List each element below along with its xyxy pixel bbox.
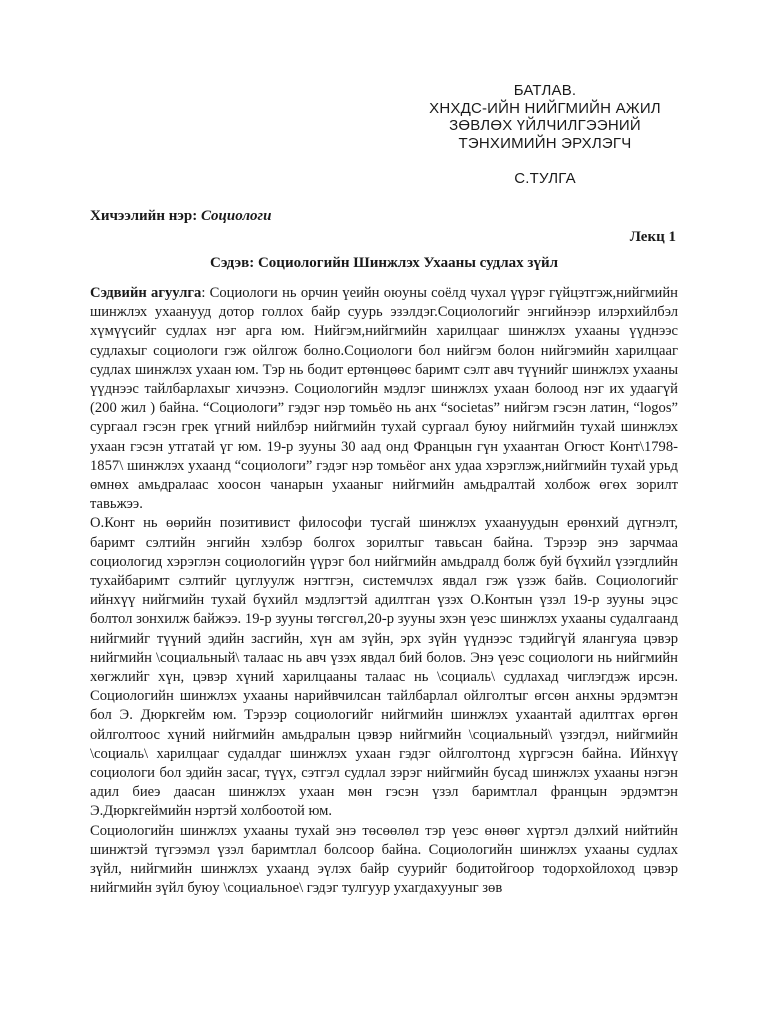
approver-name: С.ТУЛГА (514, 170, 576, 187)
approval-heading: БАТЛАВ. (513, 82, 577, 99)
lecture-number: Лекц 1 (629, 229, 676, 245)
paragraph-3: Социологийн шинжлэх ухааны тухай энэ төсөөлөл тэр үеэс өнөөг хүртэл дэлхий нийтийн шинжтэй түгээмэл үзэл баримтлал болсоор байна. Социологийн шинжлэх ухааны судлах зүйл, нийгмийн шинжлэх ухаанд эүлэх байр суурийг бодитойгоор тодорхойлоход цэвэр нийгмийн зүйл буюу \социальное\ гэдэг тулгуур ухагдахууныг зөв (90, 822, 678, 897)
paragraph-2: О.Конт нь өөрийн позитивист философи тусгай шинжлэх ухаануудын ерөнхий дүгнэлт, баримт сэлтийн энгийн хэлбэр болгох зорилтыг тавьсан байна. Тэрээр энэ зарчмаа социологид хэрэглэн социологийн үүрэг бол нийгмийн амьдралд болж буй бүхийл үзэгдлийн тухайбаримт сэлтийг цуглуулж нэгтгэн, системчлэх явдал гэж үзэж байв. Социологийг ийнхүү нийгмийн тухай бүхийл мэдлэгтэй адилтган үзэх О.Контын үзэл 19-р зууны эцэс болтол зонхилж байжээ. 19-р зууны төгсгөл,20-р зууны эхэн үеэс шинжлэх ухааны судалгаанд нийгмийг түүний эдийн засгийн, хүн ам зүйн, эрх зүйн үүднээс тэдийгүй ялангуяа цэвэр нийгмийн \социальный\ талаас нь авч үзэх явдал бий болов. Энэ үеэс социологи нь нийгмийн хөгжлийг хүн, цэвэр хүний харилцааны талаас нь \социаль\ судлахад чиглэгдэж ирсэн. Социологийн шинжлэх ухааны нарийвчилсан тайлбарлал ойлголтыг өгсөн анхны эрдэмтэн бол Э. Дюркгейм юм. Тэрээр социологийг нийгмийн шинжлэх ухаантай адилтгах өргөн ойлголтоос хүний нийгмийн амьдралын цэвэр нийгмийн \социальный\ үзэгдэл, нийгмийн \социаль\ харилцааг судалдаг шинжлэх ухаан гэдэг ойлголтонд хүргэсэн байна. Ийнхүү социологи бол эдийн засаг, түүх, сэтгэл судлал зэрэг нийгмийн бусад шинжлэх ухааны нэгэн адил биеэ даасан шинжлэх ухаан мөн гэсэн үзэл баримтлал францын эрдэмтэн Э.Дюркгеймийн нэртэй холбоотой юм. (90, 515, 678, 820)
approval-block (400, 82, 690, 188)
approval-line-3: ТЭНХИМИЙН ЭРХЛЭГЧ (458, 134, 632, 152)
subject-name: Социологи (200, 208, 272, 224)
paragraph-1 (90, 284, 678, 514)
topic-heading: Сэдэв: Социологийн Шинжлэх Ухааны судлах зүйл (209, 255, 559, 271)
subject-label: Хичээлийн нэр: (90, 208, 198, 224)
paragraph-1-text: : Социологи нь орчин үеийн оюуны соёлд чухал үүрэг гүйцэтгэж,нийгмийн шинжлэх ухаанууд дотор голлох байр суурь эзэлдэг.Социологийг энгийнээр илэрхийлбэл хүмүүсийг судлах нэг арга юм. Нийгэм,нийгмийн харилцааг шинжлэх ухааны үүднээс судлахыг социологи гэж ойлгож болно.Социологи бол нийгэм болон нийгэмийн харилцааг судлах шинжлэх ухаан юм. Тэр нь бодит ертөнцөөс баримт сэлт авч түүнийг шинжлэх ухааны үүднээс тайлбарлахыг хичээнэ. Социологийн мэдлэг шинжлэх ухаан болоод нэг их удаагүй (200 жил ) байна. “Социологи” гэдэг нэр томьёо нь анх “societas” нийгэм гэсэн латин, “logos” сургаал гэсэн грек үгний нийлбэр нийгмийн тухай сургаал буюу нийгмийн тухай шинжлэх ухаан гэсэн утгатай үг юм. 19-р зууны 30 аад онд Францын гүн ухаантан Огюст Конт\1798-1857\ шинжлэх ухаанд “социологи” гэдэг нэр томьёог анх удаа хэрэглэж,нийгмийн тухай урьд өмнөх амьдралаас хоосон чанарын ухааныг нийгмийн амьдралтай холбож өгөх зорилт тавьжээ. (90, 285, 678, 513)
subject-line (90, 208, 271, 225)
content-lead-label: Сэдвийн агуулга (90, 285, 202, 301)
document-body (90, 284, 678, 899)
approval-line-1: ХНХДС-ИЙН НИЙГМИЙН АЖИЛ (429, 99, 661, 117)
approval-line-2: ЗӨВЛӨХ ҮЙЛЧИЛГЭЭНИЙ (449, 117, 641, 134)
